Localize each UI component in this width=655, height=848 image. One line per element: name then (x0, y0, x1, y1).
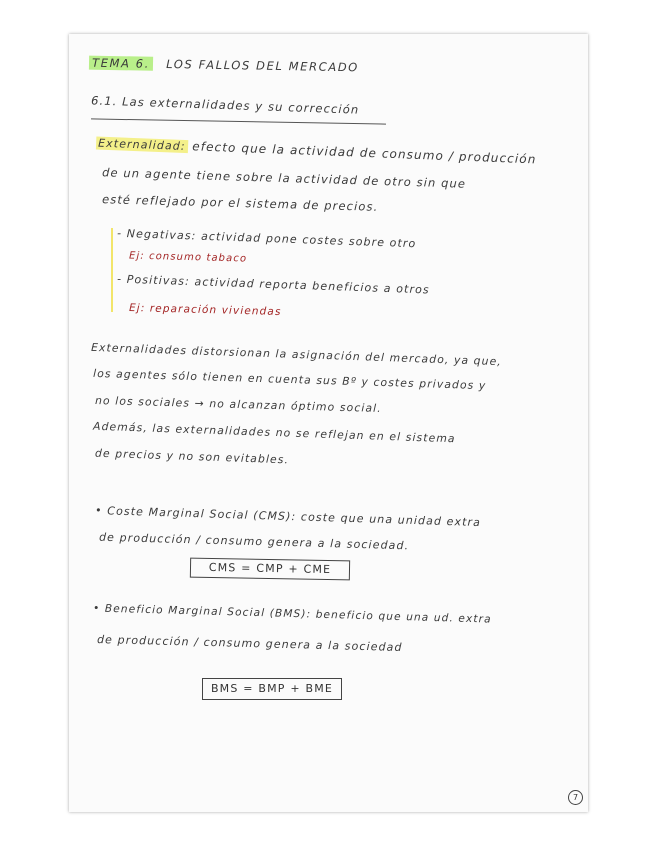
section-heading: 6.1. Las externalidades y su corrección (90, 93, 360, 117)
paragraph1-line-3: no los sociales → no alcanzan óptimo social. (94, 393, 382, 416)
cms-line-1: • Coste Marginal Social (CMS): coste que una unidad extra (94, 503, 482, 530)
definition-text-1: efecto que la actividad de consumo / producción (192, 139, 537, 167)
paragraph2-line-1: Además, las externalidades no se reflejan en el sistema (92, 419, 456, 446)
bms-line-1: • Beneficio Marginal Social (BMS): beneficio que una ud. extra (92, 602, 492, 626)
highlight-margin-bar (111, 228, 113, 312)
bms-formula-box: BMS = BMP + BME (202, 678, 342, 700)
paragraph1-line-2: los agentes sólo tienen en cuenta sus Bº y costes privados y (92, 366, 487, 393)
page-header (89, 56, 359, 75)
positive-type: - Positivas: actividad reporta beneficios a otros (116, 272, 430, 297)
cms-line-2: de producción / consumo genera a la sociedad. (98, 530, 410, 553)
paragraph1-line-1: Externalidades distorsionan la asignación del mercado, ya que, (90, 340, 503, 369)
negative-example: Ej: consumo tabaco (128, 250, 248, 265)
paragraph2-line-2: de precios y no son evitables. (94, 446, 290, 467)
definition-line-3: esté reflejado por el sistema de precios. (101, 192, 379, 214)
tema-title: LOS FALLOS DEL MERCADO (166, 56, 359, 75)
negative-type: - Negativas: actividad pone costes sobre otro (116, 226, 417, 251)
definition-line-2: de un agente tiene sobre la actividad de otro sin que (101, 165, 467, 191)
page-number: 7 (568, 790, 583, 805)
notebook-page (69, 34, 588, 812)
tema-label: TEMA 6. (89, 56, 153, 71)
cms-formula-box: CMS = CMP + CME (190, 558, 350, 581)
definition-term: Externalidad: (97, 136, 186, 153)
definition-line-1 (96, 136, 537, 167)
bms-line-2: de producción / consumo genera a la sociedad (96, 633, 403, 654)
positive-example: Ej: reparación viviendas (128, 302, 282, 318)
section-heading-underline (91, 118, 386, 124)
